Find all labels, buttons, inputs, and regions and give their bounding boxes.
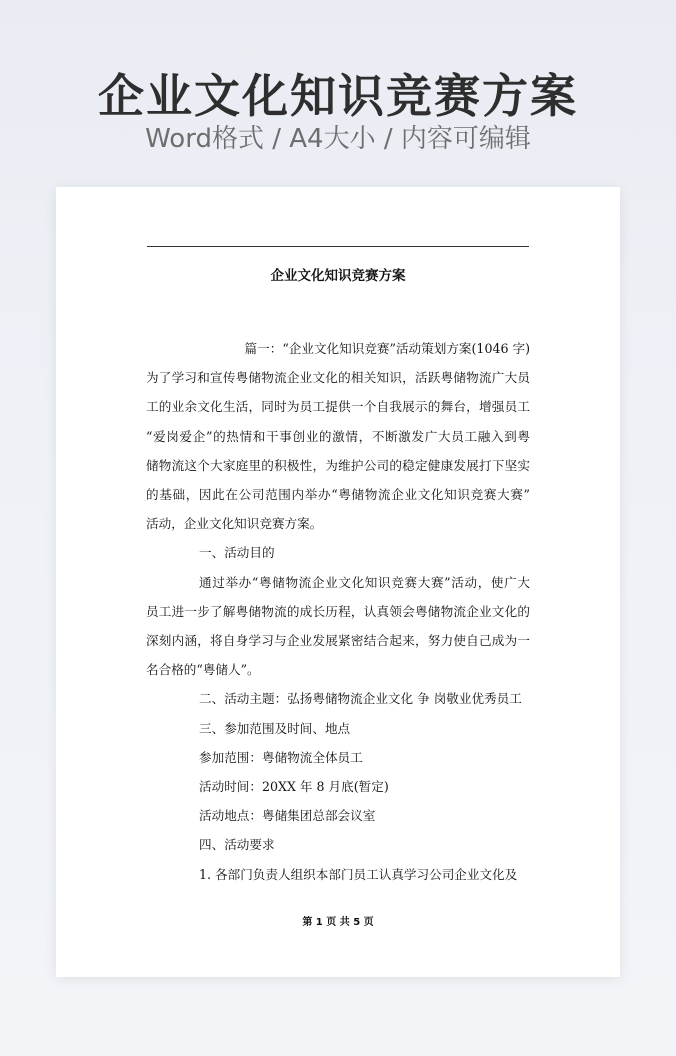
page-footer: 第 1 页 共 5 页 <box>302 917 374 928</box>
document-body <box>146 334 530 889</box>
body-line: 活动时间：20XX 年 8 月底(暂定) <box>199 779 389 795</box>
section-heading: 一、活动目的 <box>199 545 275 561</box>
body-line: “爱岗爱企”的热情和干事创业的激情，不断激发广大员工融入到粤 <box>146 428 530 444</box>
body-line: 员工进一步了解粤储物流的成长历程，认真领会粤储物流企业文化的 <box>146 603 530 619</box>
header-rule <box>147 246 529 247</box>
body-line: 1. 各部门负责人组织本部门员工认真学习公司企业文化及 <box>199 866 518 882</box>
section-heading: 三、参加范围及时间、地点 <box>199 720 351 736</box>
banner-subtitle: Word格式 / A4大小 / 内容可编辑 <box>145 124 531 154</box>
document-title: 企业文化知识竞赛方案 <box>270 268 406 284</box>
body-line: 活动，企业文化知识竞赛方案。 <box>146 516 323 532</box>
body-line: 篇一：“企业文化知识竞赛”活动策划方案(1046 字) <box>244 341 530 356</box>
document-page <box>56 187 620 977</box>
body-line: 工的业余文化生活，同时为员工提供一个自我展示的舞台，增强员工 <box>146 399 530 415</box>
banner-title: 企业文化知识竞赛方案 <box>98 69 578 123</box>
section-heading: 二、活动主题：弘扬粤储物流企业文化 争 岗敬业优秀员工 <box>199 691 522 707</box>
body-line: 名合格的“粤储人”。 <box>146 662 260 678</box>
body-line: 活动地点：粤储集团总部会议室 <box>199 808 376 824</box>
body-line: 为了学习和宣传粤储物流企业文化的相关知识，活跃粤储物流广大员 <box>146 370 530 386</box>
body-line: 深刻内涵，将自身学习与企业发展紧密结合起来，努力使自己成为一 <box>146 633 530 649</box>
section-heading: 四、活动要求 <box>199 837 275 853</box>
body-line: 参加范围：粤储物流全体员工 <box>199 749 363 765</box>
body-line: 通过举办“粤储物流企业文化知识竞赛大赛”活动，使广大 <box>199 574 530 590</box>
body-line: 储物流这个大家庭里的积极性，为维护公司的稳定健康发展打下坚实 <box>146 457 530 473</box>
body-line: 的基础，因此在公司范围内举办“粤储物流企业文化知识竞赛大赛” <box>146 487 530 503</box>
